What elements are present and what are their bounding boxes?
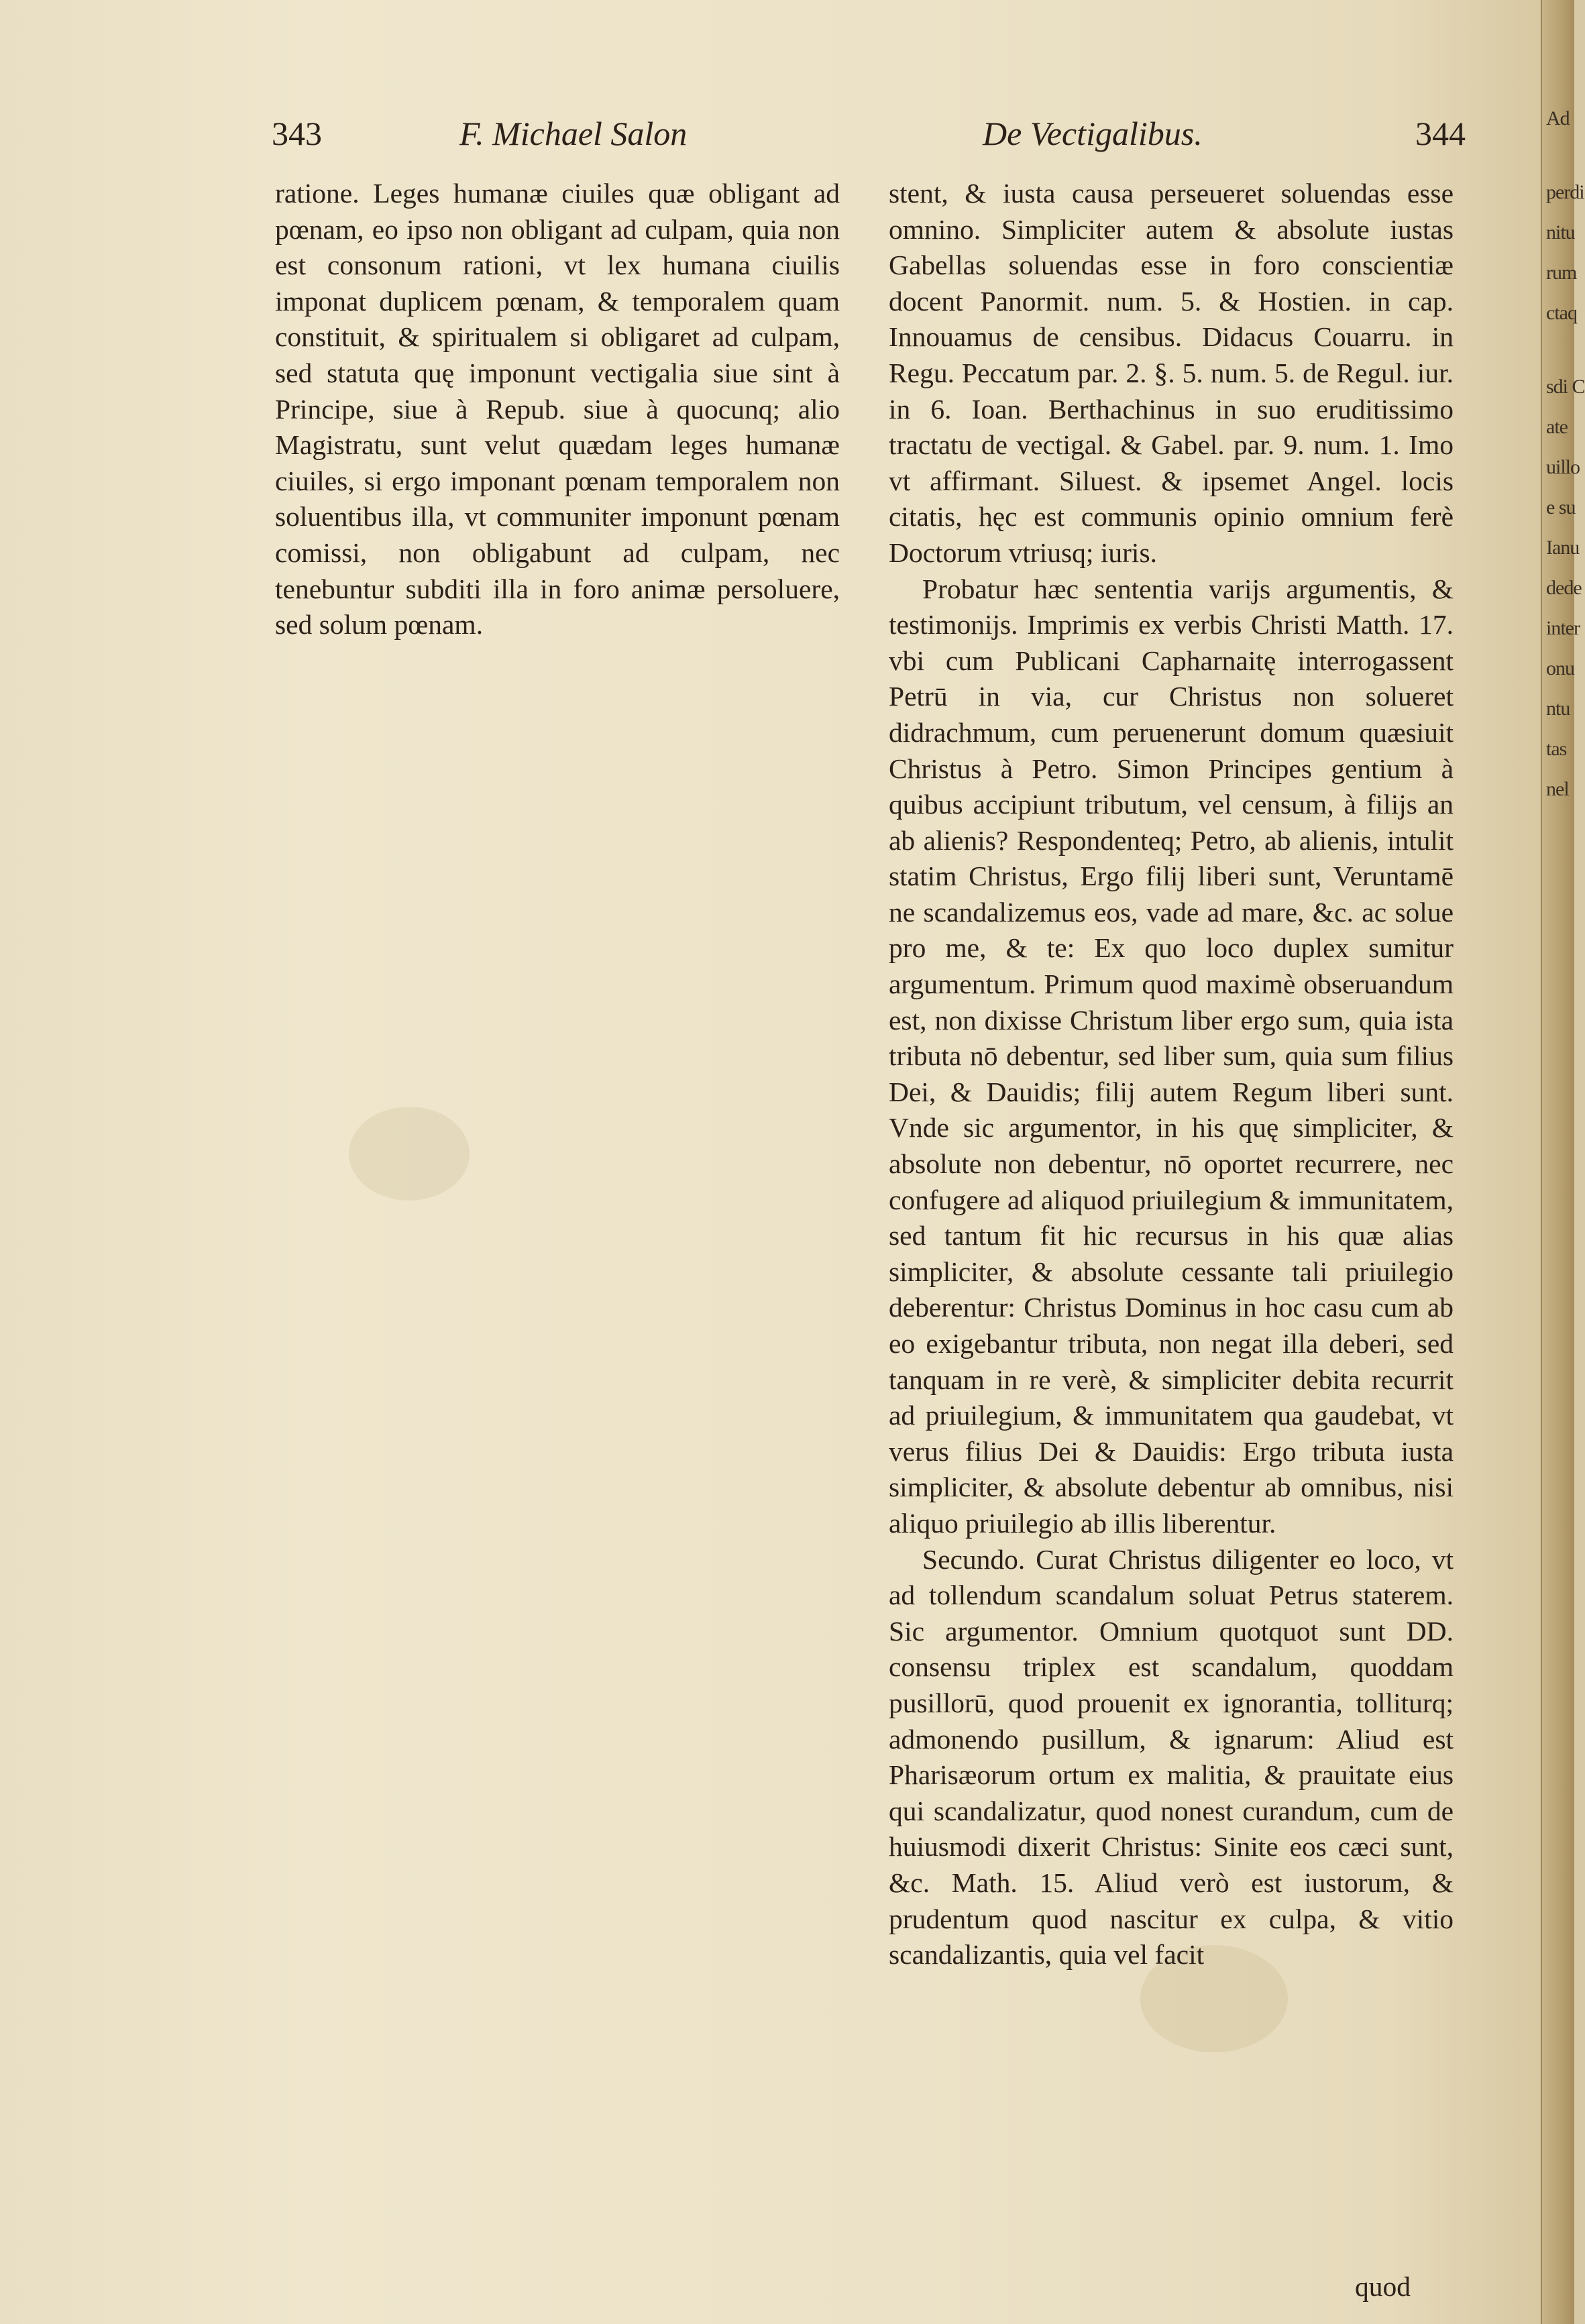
paragraph: ratione. Leges humanæ ciuiles quæ obligant ad pœnam, eo ipso non obligant ad culpam, quia non est consonum rationi, vt lex humana ciuilis imponat duplicem pœnam, & temporalem quam constituit, & spiritualem si obligaret ad culpam, sed statuta quę imponunt vectigalia siue sint à Principe, siue à Repub. siue à quocunq; alio Magistratu, sunt velut quædam leges humanæ ciuiles, si ergo imponant pœnam temporalem non soluentibus illa, vt communiter imponunt pœnam comissi, non obligabunt ad culpam, nec tenebuntur subditi illa in foro animæ persoluere, sed solum pœnam. (275, 178, 840, 641)
page-number-left: 343 (272, 115, 322, 152)
edge-fragment: tas (1546, 738, 1567, 760)
edge-fragment: sdi C (1546, 376, 1585, 398)
edge-fragment: inter (1546, 617, 1580, 639)
edge-fragment: ntu (1546, 698, 1570, 720)
edge-fragment: ctaq (1546, 302, 1577, 324)
edge-fragment: e su (1546, 496, 1576, 518)
edge-fragment: ate (1546, 416, 1568, 438)
paragraph: stent, & iusta causa perseueret soluendas esse omnino. Simpliciter autem & absolute iustas Gabellas soluendas esse in foro conscientiæ docent Panormit. num. 5. & Hostien. in cap. Innouamus de censibus. Didacus Couarru. in Regu. Peccatum par. 2. §. 5. num. 5. de Regul. iur. in 6. Ioan. Berthachinus in suo eruditissimo tractatu de vectigal. & Gabel. par. 9. num. 1. Imo vt affirmant. Siluest. & ipsemet Angel. locis citatis, hęc est communis opinio omnium ferè Doctorum vtriusq; iuris. (889, 178, 1454, 568)
right-column (889, 176, 1454, 1973)
edge-fragment: uillo (1546, 456, 1580, 478)
edge-fragment: Ad (1546, 107, 1570, 129)
edge-fragment: Ianu (1546, 537, 1580, 559)
paper-stain (349, 1107, 470, 1201)
edge-fragment: nitu (1546, 221, 1575, 243)
page-number-right: 344 (1415, 115, 1466, 152)
catchword: quod (1355, 2271, 1411, 2302)
paragraph: Secundo. Curat Christus diligenter eo loco, vt ad tollendum scandalum soluat Petrus staterem. Sic argumentor. Omnium quotquot sunt DD. consensu triplex est scandalum, quoddam pusillorū, quod prouenit ex ignorantia, tolliturq; admonendo pusillum, & ignarum: Aliud est Pharisæorum ortum ex malitia, & prauitate eius qui scandalizatur, quod nonest curandum, cum de huiusmodi dixerit Christus: Sinite eos cæci sunt, &c. Math. 15. Aliud verò est iustorum, & prudentum quod nascitur ex culpa, & vitio scandalizantis, quia vel facit (889, 1543, 1454, 1971)
adjacent-page-edge (1541, 0, 1585, 2324)
paragraph: Probatur hæc sententia varijs argumentis, & testimonijs. Imprimis ex verbis Christi Matth. 17. vbi cum Publicani Capharnaitę interrogassent Petrū in via, cur Christus non solueret didrachmum, cum peruenerunt domum quæsiuit Christus à Petro. Simon Principes gentium à quibus accipiunt tributum, vel censum, à filijs an ab alienis? Respondenteq; Petro, ab alienis, intulit statim Christus, Ergo filij liberi sunt, Veruntamē ne scandalizemus eos, vade ad mare, &c. ac solue pro me, & te: Ex quo loco duplex sumitur argumentum. Primum quod maximè obseruandum est, non dixisse Christum liber ergo sum, quia ista tributa nō debentur, sed liber sum, quia sum filius Dei, & Dauidis; filij autem Regum liberi sunt. Vnde sic argumentor, in his quę simpliciter, & absolute non debentur, nō oportet recurrere, nec confugere ad aliquod priuilegium & immunitatem, sed tantum fit hic recursus in his quæ alias simpliciter, & absolute cessante tali priuilegio deberentur: Christus Dominus in hoc casu cum ab eo exigebantur tributa, non negat illa deberi, sed tanquam in re verè, & simpliciter debita recurrit ad priuilegium, & immunitatem qua gaudebat, vt verus filius Dei & Dauidis: Ergo tributa iusta simpliciter, & absolute debentur ab omnibus, nisi aliquo priuilegio ab illis liberentur. (889, 573, 1454, 1539)
edge-fragment: nel (1546, 778, 1569, 800)
edge-fragment: perdi (1546, 181, 1584, 203)
running-head-right: De Vectigalibus. (983, 115, 1203, 152)
page-header (272, 114, 1466, 161)
edge-fragment: dede (1546, 577, 1582, 599)
edge-fragment: rum (1546, 262, 1577, 284)
edge-fragment: onu (1546, 657, 1574, 679)
left-column (275, 176, 840, 643)
running-head-left: F. Michael Salon (459, 115, 688, 152)
